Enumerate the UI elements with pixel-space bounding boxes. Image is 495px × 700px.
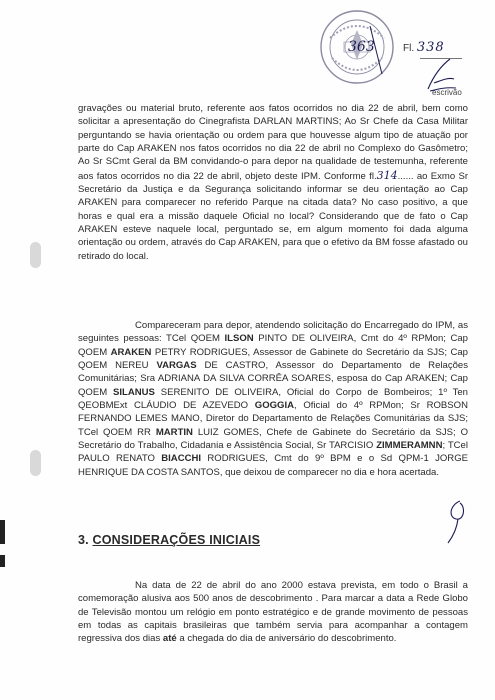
witness-name-bold: ZIMMERAMNN: [376, 440, 443, 452]
witness-name-bold: VARGAS: [156, 360, 197, 372]
handwritten-page-ref: 314: [376, 168, 398, 182]
section-heading: [78, 533, 260, 547]
folio-label: Fl.: [403, 43, 415, 54]
witness-name-bold: GOGGIA: [254, 400, 295, 412]
margin-initials: [440, 495, 470, 545]
witness-name-bold: ILSON: [224, 333, 254, 345]
paragraph-background: [78, 579, 468, 646]
binder-hole: [30, 450, 41, 476]
section-title: CONSIDERAÇÕES INICIAIS: [92, 533, 261, 547]
section-number: 3.: [78, 533, 93, 547]
paragraph-requests: [78, 102, 468, 263]
paragraph-text: PINTO DE OLIVEIRA, Cmt do 4º RPMon; Cap QOEM: [78, 333, 468, 358]
paragraph-text: ...... ao Exmo Sr Secretário da Justiça e da Segurança solicitando informar se deu orientação ao Cap ARAKEN para comparecer no referido Parque na citada data? No caso positivo, a que horas e qual era a missão daquele Oficial no local? Considerando que de fato o Cap ARAKEN esteve naquele local, perguntado se, em algum momento foi dada alguma orientação ou ordem, através do Cap ARAKEN, para que o efetivo da BM fosse afastado ou retirado do local.: [78, 170, 468, 262]
scan-edge-mark: [0, 555, 5, 567]
bold-word: até: [162, 633, 177, 645]
escrivao-label: escrivão: [432, 88, 462, 97]
paragraph-text: ; TCel PAULO RENATO: [78, 440, 468, 465]
folio-stamp: [403, 40, 445, 55]
paragraph-text: SERENITO DE OLIVEIRA, Oficial do Corpo de Bombeiros; 1º Ten QEOBMExt CLÁUDIO DE AZEVEDO: [78, 386, 468, 412]
scan-edge-mark: [0, 520, 5, 544]
paragraph-text: LUIZ GOMES, Chefe de Gabinete do Secretário da SJS; O Secretário do Trabalho, Cidadania e Assistência Social, Sr TARCISIO: [78, 426, 468, 452]
folio-number: 338: [416, 40, 445, 55]
witness-name-bold: MARTIN: [155, 426, 193, 438]
witness-name-bold: ARAKEN: [110, 346, 152, 358]
paragraph-text: , Oficial do 4º RPMon; Sr ROBSON FERNANDO LEMES MANO, Diretor do Departamento de Relações Comunitárias da SJS; TCel QOEM RR: [78, 400, 468, 438]
paragraph-witnesses: [78, 319, 468, 479]
paragraph-text: RODRIGUES, Cmt do 9º BPM e o Sd QPM-1 JORGE HENRIQUE DA COSTA SANTOS, que deixou de comparecer no dia e hora acertada.: [78, 453, 468, 478]
official-seal-stamp: [318, 8, 396, 86]
paragraph-text: DE CASTRO, Assessor do Departamento de Relações Comunitárias; Sra ADRIANA DA SILVA CORRÊA SOARES, esposa do Cap ARAKEN; Cap QOEM: [78, 360, 468, 398]
witness-name-bold: BIACCHI: [161, 453, 202, 465]
paragraph-text: Compareceram para depor, atendendo solicitação do Encarregado do IPM, as seguintes pessoas: TCel QOEM: [78, 320, 468, 345]
paragraph-text: gravações ou material bruto, referente aos fatos ocorridos no dia 22 de abril, bem como solicitar a apresentação do Cinegrafista DARLAN MARTINS; Ao Sr Chefe da Casa Militar perguntando se havia orientação ou ordem para que houvesse algum tipo de atuação por parte do Cap ARAKEN nos fatos ocorridos no dia 22 de abril no Complexo do Gasômetro; Ao Sr SCmt Geral da BM convidando-o para depor na qualidade de testemunha, referente aos fatos ocorridos no dia 22 de abril, objeto deste IPM. Conforme fl.: [78, 103, 468, 182]
witness-name-bold: SILANUS: [113, 386, 155, 398]
paragraph-text: Na data de 22 de abril do ano 2000 estava prevista, em todo o Brasil a comemoração alusiva aos 500 anos de descobrimento . Para marcar a data a Rede Globo de Televisão montou um relógio em ponto estratégico e de grande movimento de pessoas em todas as capitais brasileiras que também servia para acompanhar a contagem regressiva dos dias: [78, 580, 468, 645]
seal-handwritten-number: 363: [348, 39, 375, 55]
paragraph-text: PETRY RODRIGUES, Assessor de Gabinete do Secretário da SJS; Cap QOEM NEREU: [78, 346, 468, 372]
binder-hole: [30, 242, 41, 268]
paragraph-text: a chegada do dia de aniversário do descobrimento.: [176, 633, 397, 645]
